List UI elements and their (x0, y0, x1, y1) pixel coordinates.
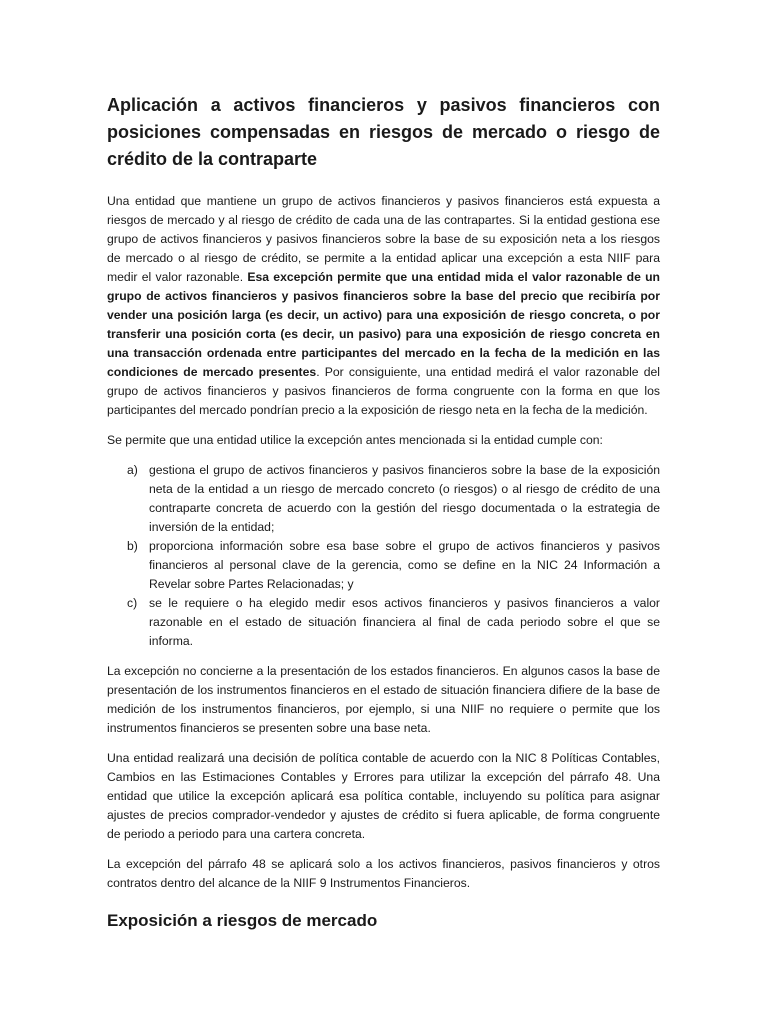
list-marker: c) (127, 596, 138, 610)
criteria-item-a (107, 461, 660, 537)
presentation-paragraph: La excepción no concierne a la presentación de los estados financieros. En algunos casos la base de presentación de los instrumentos financieros en el estado de situación financiera difiere de la base de medición de los instrumentos financieros, por ejemplo, si una NIIF no requiere o permite que los instrumentos financieros se presenten sobre una base neta. (107, 664, 660, 735)
scope-paragraph: La excepción del párrafo 48 se aplicará solo a los activos financieros, pasivos financieros y otros contratos dentro del alcance de la NIIF 9 Instrumentos Financieros. (107, 857, 660, 890)
list-item-text: se le requiere o ha elegido medir esos activos financieros y pasivos financieros a valor razonable en el estado de situación financiera al final de cada periodo sobre el que se informa. (149, 596, 660, 648)
criteria-list (107, 461, 660, 651)
intro-paragraph (107, 192, 660, 420)
policy-paragraph: Una entidad realizará una decisión de política contable de acuerdo con la NIC 8 Políticas Contables, Cambios en las Estimaciones Contables y Errores para utilizar la excepción del párrafo 48. Una entidad que utilice la excepción aplicará esa política contable, incluyendo su política para asignar ajustes de precios comprador-vendedor y ajustes de crédito si fuera aplicable, de forma congruente de periodo a periodo para una cartera concreta. (107, 751, 660, 841)
intro-conclusion-text: . Por consiguiente, una entidad medirá el valor razonable del grupo de activos financieros y pasivos financieros de forma congruente con la forma en que los participantes del mercado pondrían precio a la exposición de riesgo neta en la fecha de la medición. (107, 365, 661, 417)
section-title: Aplicación a activos financieros y pasivos financieros con posiciones compensadas en riesgos de mercado o riesgo de crédito de la contraparte (107, 95, 660, 169)
subsection-heading: Exposición a riesgos de mercado (107, 911, 378, 930)
list-item-text: gestiona el grupo de activos financieros y pasivos financieros sobre la base de la exposición neta de la entidad a un riesgo de mercado concreto (o riesgos) o al riesgo de crédito de una contraparte concreta de acuerdo con la gestión del riesgo documentada o la estrategia de inversión de la entidad; (149, 463, 660, 534)
intro-bold-text: Esa excepción permite que una entidad mida el valor razonable de un grupo de activos financieros y pasivos financieros sobre la base del precio que recibiría por vender una posición larga (es decir, un activo) para una exposición de riesgo concreta, o por transferir una posición corta (es decir, un pasivo) para una exposición de riesgo concreta en una transacción ordenada entre participantes del mercado en la fecha de la medición en las condiciones de mercado presentes (107, 270, 660, 379)
criteria-lead-paragraph: Se permite que una entidad utilice la excepción antes mencionada si la entidad cumple con: (107, 433, 603, 447)
list-marker: a) (127, 463, 138, 477)
list-item-text: proporciona información sobre esa base sobre el grupo de activos financieros y pasivos financieros al personal clave de la gerencia, como se define en la NIC 24 Información a Revelar sobre Partes Relacionadas; y (149, 539, 660, 591)
list-marker: b) (127, 539, 138, 553)
intro-text: Una entidad que mantiene un grupo de activos financieros y pasivos financieros está expuesta a riesgos de mercado y al riesgo de crédito de cada una de las contrapartes. Si la entidad gestiona ese grupo de activos financieros y pasivos financieros sobre la base de su exposición neta a los riesgos de mercado o al riesgo de crédito, se permite a la entidad aplicar una excepción a esta NIIF para medir el valor razonable. (107, 194, 660, 284)
criteria-item-c (107, 594, 660, 651)
criteria-item-b (107, 537, 660, 594)
